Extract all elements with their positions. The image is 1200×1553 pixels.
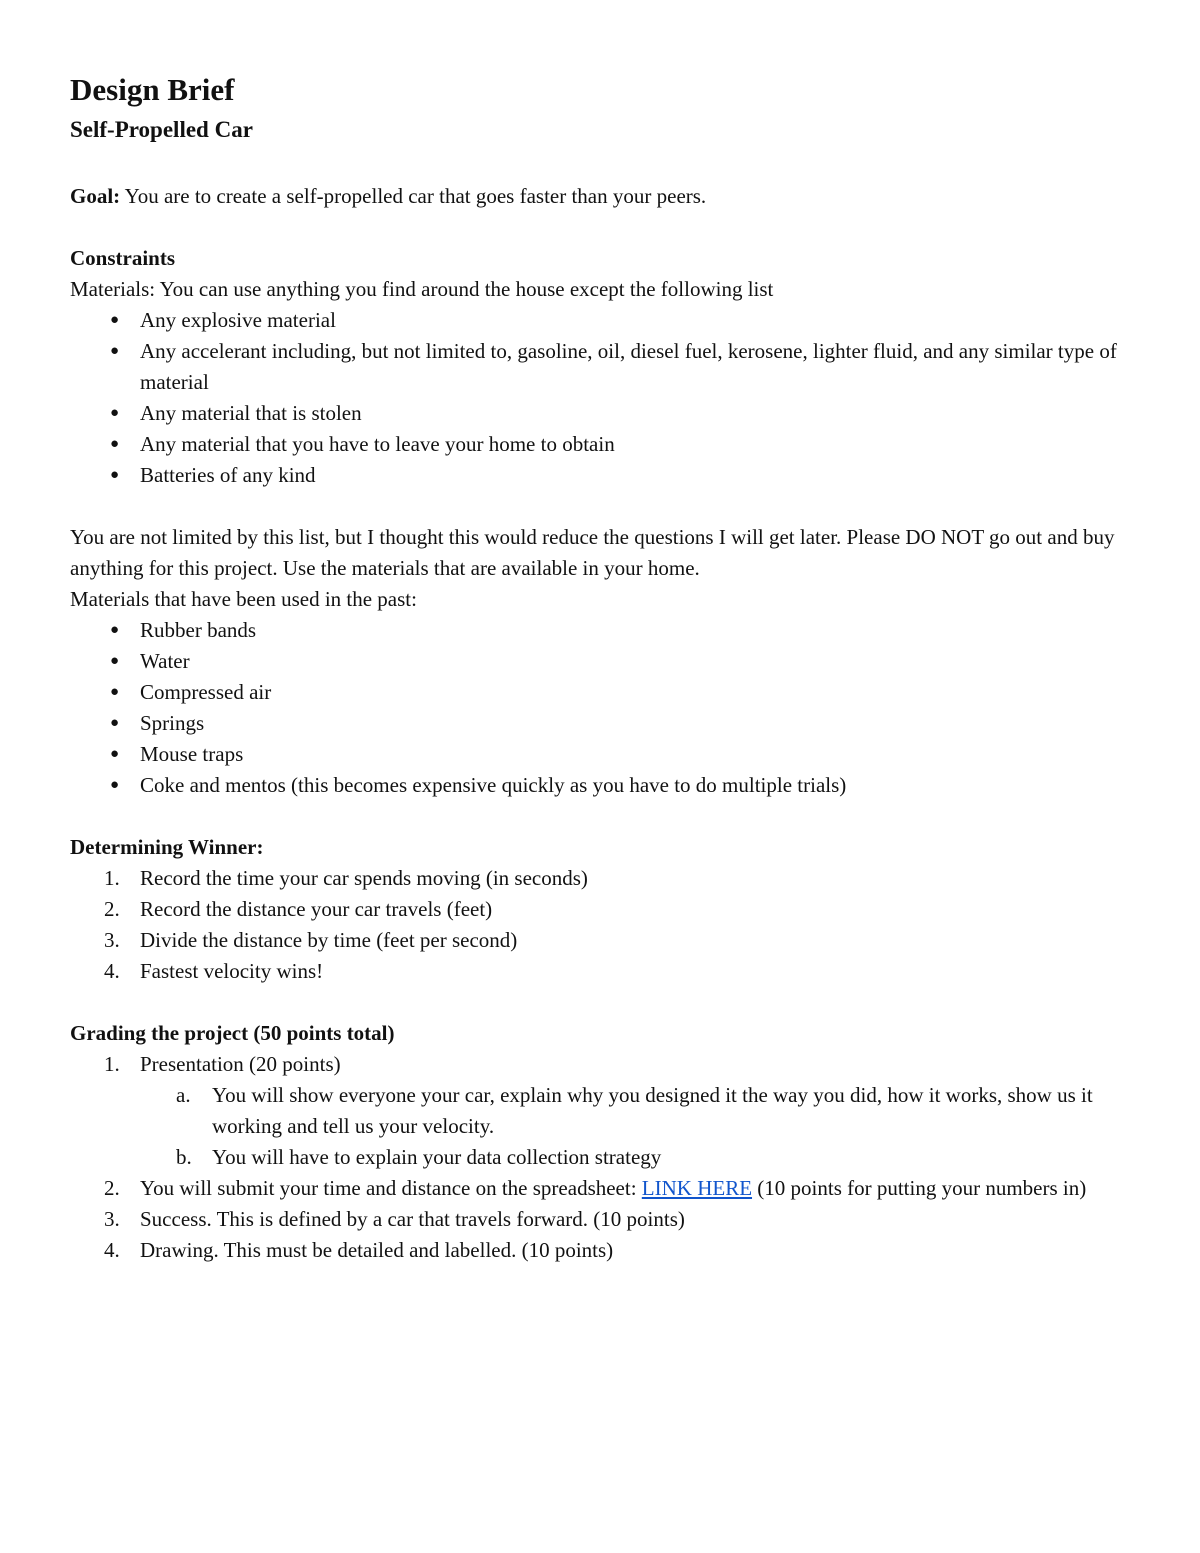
- past-materials-list: [70, 615, 1140, 801]
- list-item-text: Any accelerant including, but not limited to, gasoline, oil, diesel fuel, kerosene, lighter fluid, and any similar type of material: [140, 339, 1117, 394]
- bullet-marker: ●: [110, 343, 120, 359]
- presentation-sublist: [142, 1080, 1140, 1173]
- list-item-text: (10 points for putting your numbers in): [752, 1176, 1087, 1200]
- list-item: [70, 677, 1140, 708]
- list-item: [70, 708, 1140, 739]
- list-item-text: Water: [140, 649, 190, 673]
- list-item-text: You will have to explain your data collection strategy: [212, 1145, 662, 1169]
- list-item-text: Springs: [140, 711, 205, 735]
- list-item: [70, 336, 1140, 398]
- list-item: [142, 1142, 1140, 1173]
- list-item-text: You will submit your time and distance on the spreadsheet:: [140, 1176, 642, 1200]
- constraints-note: You are not limited by this list, but I thought this would reduce the questions I will get later. Please DO NOT go out and buy anything for this project. Use the materials that are available in your home.: [70, 525, 1115, 580]
- bullet-marker: ●: [110, 436, 120, 452]
- list-item: [70, 429, 1140, 460]
- blank-line: [70, 212, 1140, 243]
- list-item: [70, 1049, 1140, 1080]
- list-item-text: Batteries of any kind: [140, 463, 316, 487]
- number-marker: 3.: [104, 1207, 120, 1231]
- list-item-text: Any material that is stolen: [140, 401, 362, 425]
- blank-line: [70, 801, 1140, 832]
- goal-label: Goal:: [70, 184, 121, 208]
- list-item: [70, 925, 1140, 956]
- spreadsheet-link[interactable]: LINK HERE: [641, 1176, 753, 1200]
- bullet-marker: ●: [110, 746, 120, 762]
- list-item: [70, 739, 1140, 770]
- blank-line: [70, 491, 1140, 522]
- bullet-marker: ●: [110, 684, 120, 700]
- list-item: [70, 305, 1140, 336]
- list-item-text: Any material that you have to leave your home to obtain: [140, 432, 615, 456]
- letter-marker: a.: [176, 1083, 191, 1107]
- number-marker: 1.: [104, 866, 120, 890]
- number-marker: 2.: [104, 1176, 120, 1200]
- list-item: [70, 460, 1140, 491]
- grading-list: [70, 1049, 1140, 1080]
- blank-line: [70, 987, 1140, 1018]
- bullet-marker: ●: [110, 715, 120, 731]
- list-item: [70, 615, 1140, 646]
- grading-heading: Grading the project (50 points total): [70, 1021, 395, 1045]
- list-item-text: Presentation (20 points): [140, 1052, 341, 1076]
- document-title: Design Brief: [70, 72, 235, 107]
- number-marker: 3.: [104, 928, 120, 952]
- constraints-intro: Materials: You can use anything you find around the house except the following list: [70, 277, 774, 301]
- number-marker: 4.: [104, 1238, 120, 1262]
- number-marker: 2.: [104, 897, 120, 921]
- bullet-marker: ●: [110, 653, 120, 669]
- list-item-text: Drawing. This must be detailed and labelled. (10 points): [140, 1238, 614, 1262]
- list-item-text: Compressed air: [140, 680, 272, 704]
- list-item-text: You will show everyone your car, explain why you designed it the way you did, how it works, show us it working and tell us your velocity.: [212, 1083, 1093, 1138]
- winner-heading: Determining Winner:: [70, 835, 264, 859]
- bullet-marker: ●: [110, 405, 120, 421]
- excluded-materials-list: [70, 305, 1140, 491]
- list-item: [70, 1173, 1140, 1204]
- list-item-text: Success. This is defined by a car that travels forward. (10 points): [140, 1207, 685, 1231]
- letter-marker: b.: [176, 1145, 192, 1169]
- list-item-text: Rubber bands: [140, 618, 257, 642]
- list-item: [70, 646, 1140, 677]
- goal-paragraph: [70, 181, 1140, 212]
- blank-line: [70, 150, 1140, 181]
- list-item-text: Record the distance your car travels (feet): [140, 897, 493, 921]
- grading-list-continued: [70, 1173, 1140, 1266]
- bullet-marker: ●: [110, 312, 120, 328]
- document-subtitle: Self-Propelled Car: [70, 117, 253, 142]
- list-item: [70, 894, 1140, 925]
- list-item: [70, 956, 1140, 987]
- bullet-marker: ●: [110, 467, 120, 483]
- list-item-text: Mouse traps: [140, 742, 244, 766]
- constraints-heading: Constraints: [70, 246, 176, 270]
- winner-steps-list: [70, 863, 1140, 987]
- list-item: [70, 398, 1140, 429]
- document-page: [70, 70, 1140, 1266]
- list-item: [70, 1204, 1140, 1235]
- bullet-marker: ●: [110, 777, 120, 793]
- goal-text: You are to create a self-propelled car that goes faster than your peers.: [120, 184, 707, 208]
- list-item: [70, 1235, 1140, 1266]
- number-marker: 4.: [104, 959, 120, 983]
- number-marker: 1.: [104, 1052, 120, 1076]
- list-item-text: Divide the distance by time (feet per second): [140, 928, 518, 952]
- list-item-text: Coke and mentos (this becomes expensive quickly as you have to do multiple trials): [140, 773, 847, 797]
- list-item-text: Fastest velocity wins!: [140, 959, 324, 983]
- list-item: [142, 1080, 1140, 1142]
- list-item-text: Record the time your car spends moving (in seconds): [140, 866, 588, 890]
- bullet-marker: ●: [110, 622, 120, 638]
- list-item: [70, 770, 1140, 801]
- list-item-text: Any explosive material: [140, 308, 336, 332]
- past-materials-intro: Materials that have been used in the past:: [70, 587, 417, 611]
- list-item: [70, 863, 1140, 894]
